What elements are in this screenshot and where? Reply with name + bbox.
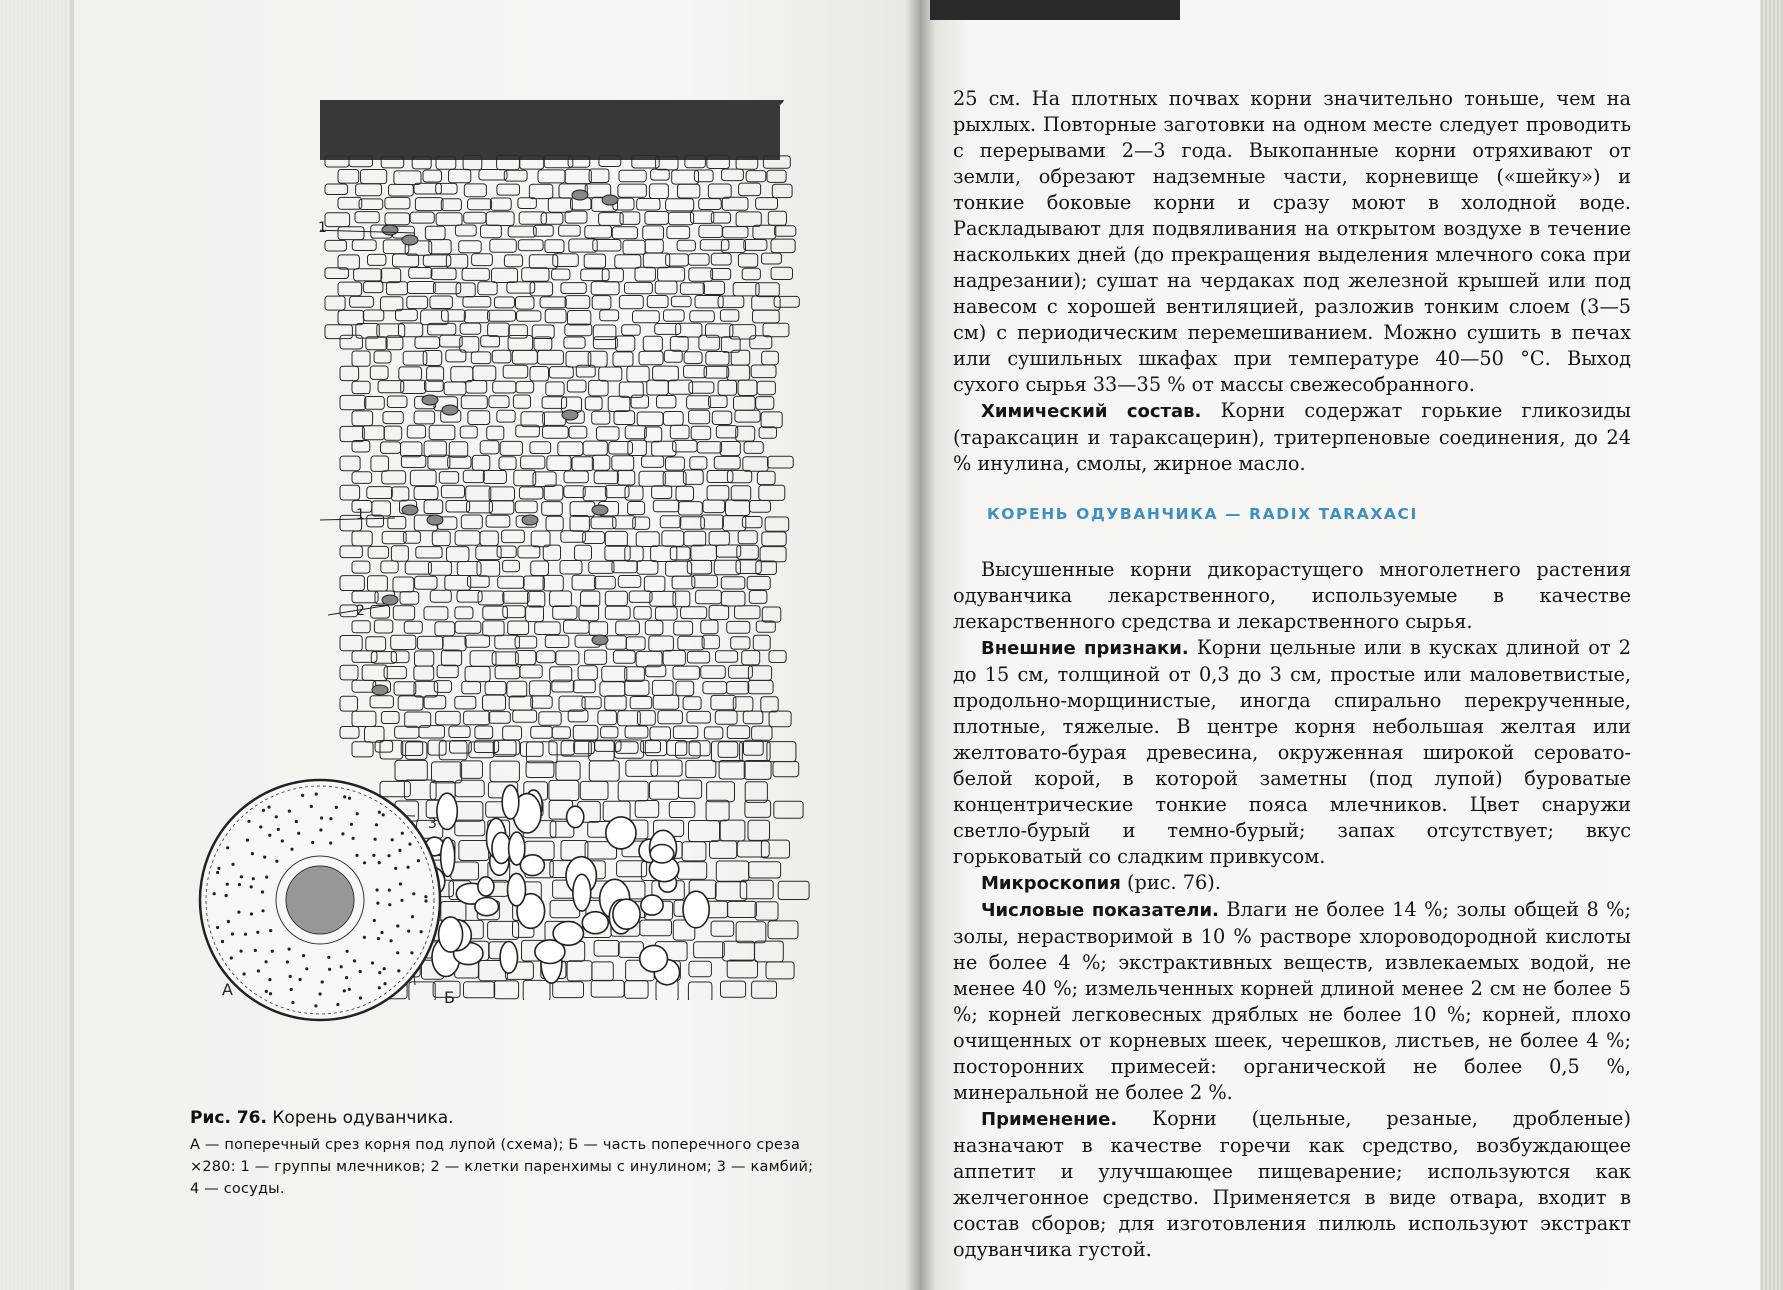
callout-1-top: 1: [318, 220, 327, 236]
caption-line: 4 — сосуды.: [190, 1181, 285, 1197]
page-edges-right: [1760, 0, 1783, 1290]
paragraph-external: [953, 635, 1631, 870]
caption-body: [190, 1134, 910, 1200]
book-gutter: [905, 0, 935, 1290]
callout-2: 2: [356, 603, 365, 619]
paragraph-chemistry: [953, 398, 1631, 477]
caption-figure-title: Корень одуванчика.: [266, 1108, 454, 1128]
section-heading: КОРЕНЬ ОДУВАНЧИКА — RADIX TARAXACI: [987, 505, 1418, 523]
paragraph-harvest: 25 см. На плотных почвах корни значительно тоньше, чем на рыхлых. Повторные заготовки на одном месте следует проводить с перерывами 2—3 года. Выкопанные корни отряхивают от земли, обрезают надземные части, корневище («шейку») и тонкие боковые корни и сразу моют в холодной воде. Раскладывают для подвяливания на открытом воздухе в течение наскольких дней (до прекращения выделения млечного сока при надрезании); сушат на чердаках под железной крышей или под навесом с хорошей вентиляцией, разложив тонким слоем (3—5 см) с периодическим перемешиванием. Можно сушить в печах или сушильных шкафах при температуре 40—50 °С. Выход сухого сырья 33—35 % от массы свежесобранного.: [953, 87, 1631, 396]
application-text: Корни (цельные, резаные, дробленые) назначают в качестве горечи как средство, возбуждающее аппетит и улучшающее пищеварение; используются как желчегонное средство. Применяется в виде отвара, входит в состав сборов; для изготовления пилюль используют экстракт одуванчика густой.: [953, 1107, 1631, 1261]
paragraph-application: [953, 1106, 1631, 1263]
panel-letter-b: Б: [444, 988, 455, 1007]
panel-letter-a: А: [222, 980, 233, 999]
caption-line: ×280: 1 — группы млечников; 2 — клетки паренхимы с инулином; 3 — камбий;: [190, 1159, 814, 1175]
caption-line: А — поперечный срез корня под лупой (схема); Б — часть поперечного среза: [190, 1137, 801, 1153]
numeric-text: Влаги не более 14 %; золы общей 8 %; золы, нерастворимой в 10 % растворе хлороводородной кислоты не более 4 %; экстрактивных веществ, извлекаемых водой, не менее 40 %; измельченных корней длиной менее 2 см не более 5 %; корней легковесных дряблых не более 10 %; корней, плохо очищенных от корневых шеек, черешков, листьев, не более 4 %; посторонних примесей: органической не более 0,5 %, минеральной не более 2 %.: [953, 898, 1631, 1104]
external-text: Корни цельные или в кусках длиной от 2 до 15 см, толщиной от 0,3 до 3 см, простые или маловетвистые, продольно-морщинистые, иногда спирально перекрученные, плотные, тяжелые. В центре корня небольшая желтая или желтовато-бурая древесина, окруженная широкой серовато-белой корой, в которой заметны (под лупой) буроватые концентрические тонкие пояса млечников. Цвет снаружи светло-бурый и темно-бурый; запах отсутствует; вкус горьковатый со сладким привкусом.: [953, 636, 1631, 868]
figure-caption: [190, 1108, 910, 1200]
callout-1-mid: 1: [356, 507, 365, 523]
microscopy-label: Микроскопия: [981, 873, 1121, 894]
caption-title: [190, 1108, 910, 1128]
application-label: Применение.: [981, 1109, 1118, 1130]
paragraph-numeric: [953, 897, 1631, 1106]
chemistry-label: Химический состав.: [981, 401, 1202, 422]
caption-figure-number: Рис. 76.: [190, 1108, 267, 1128]
chemistry-text: Корни содержат горькие гликозиды (тараксацин и тараксацерин), тритерпеновые соединения, до 24 % инулина, смолы, жирное масло.: [953, 399, 1631, 475]
scan-shadow: [930, 0, 1180, 20]
page-edges-left: [0, 0, 70, 1290]
numeric-label: Числовые показатели.: [981, 900, 1219, 921]
right-page-text: [953, 86, 1631, 1263]
paragraph-microscopy: [953, 870, 1631, 897]
external-label: Внешние признаки.: [981, 638, 1189, 659]
callout-3: 3: [428, 816, 437, 832]
paragraph-intro: Высушенные корни дикорастущего многолетнего растения одуванчика лекарственного, используемые в качестве лекарственного средства и лекарственного сырья.: [953, 558, 1631, 633]
microscopy-text: (рис. 76).: [1120, 871, 1221, 894]
